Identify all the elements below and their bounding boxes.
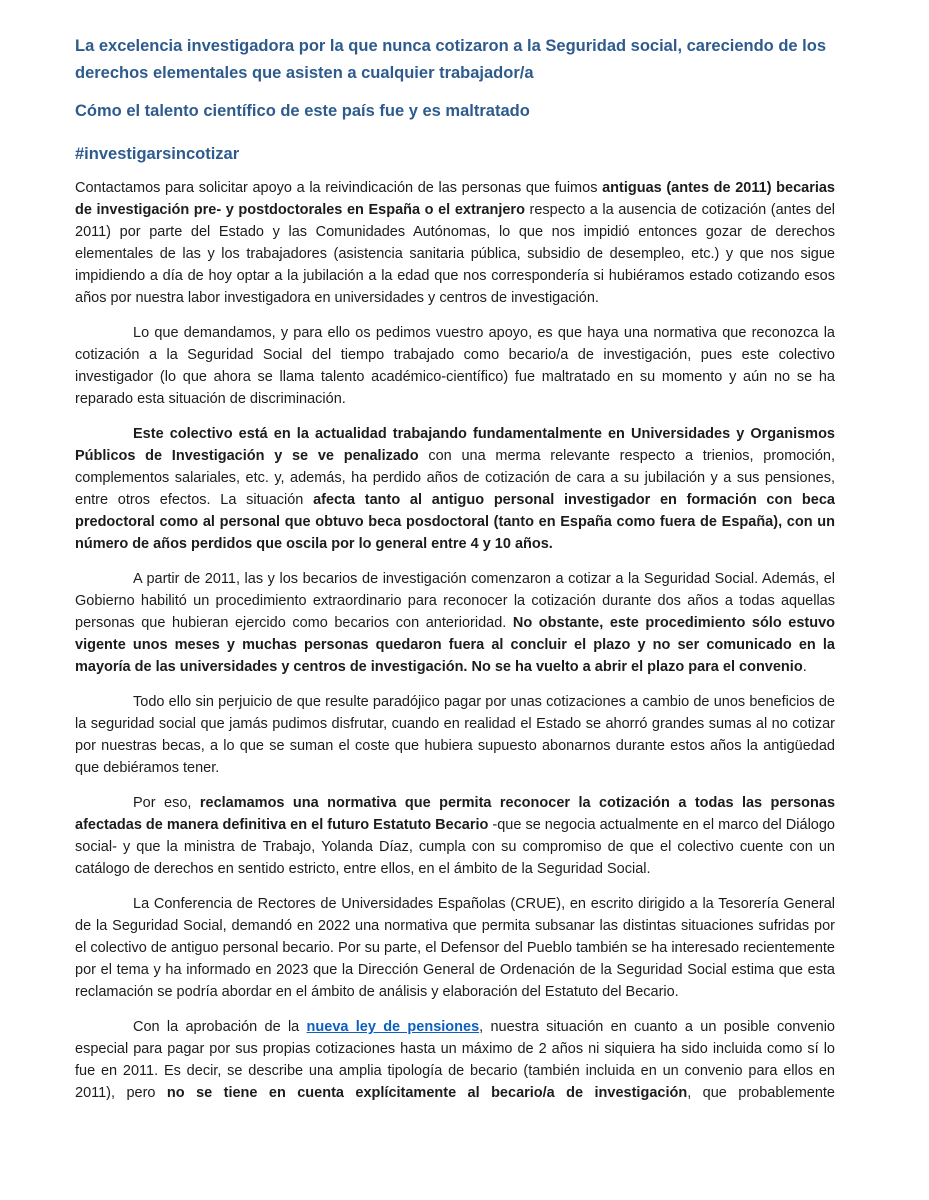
bold-text-segment: antiguas (antes de 2011) becarias de investigación pre- y postdoctorales en España o el extranjero <box>75 180 835 218</box>
paragraph-4 <box>75 568 835 678</box>
bold-text-segment: reclamamos una normativa que permita reconocer la cotización a todas las personas afectadas de manera definitiva en el futuro Estatuto Becario <box>75 795 836 833</box>
paragraph-1 <box>75 177 835 309</box>
text-segment: Todo ello sin perjuicio de que resulte paradójico pagar por unas cotizaciones a cambio de unos beneficios de la seguridad social que jamás pudimos disfrutar, cuando en realidad el Estado se ahorró grandes sumas al no cotizar por nuestras becas, a lo que se suman el coste que hubiera supuesto abonarnos durante estos años la antigüedad que debiéramos tener. <box>75 694 835 776</box>
text-segment: -que se negocia actualmente en el marco del Diálogo social- y que la ministra de Trabajo, Yolanda Díaz, cumpla con su compromiso de que el colectivo cuente con un catálogo de derechos en sentido estricto, entre ellos, en el ámbito de la Seguridad Social. <box>75 817 835 877</box>
document-body <box>75 177 835 1104</box>
paragraph-7 <box>75 893 835 1003</box>
document-title: La excelencia investigadora por la que nunca cotizaron a la Seguridad social, careciendo de los derechos elementales que asisten a cualquier trabajador/a <box>75 37 826 82</box>
text-segment: , que probablemente <box>687 1085 835 1101</box>
text-segment: , nuestra situación en cuanto a un posible convenio especial para pagar por sus propias cotizaciones hasta un máximo de 2 años ni siquiera ha sido incluida como sí lo fue en 2011. Es decir, se describe una amplia tipología de becario (también incluida en un convenio para ellos en 2011), pero <box>75 1019 835 1101</box>
text-segment: con una merma relevante respecto a trienios, promoción, complementos salariales, etc. y, además, ha perdido años de cotización de cara a su jubilación y a sus pensiones, entre otros efectos. La situación <box>75 448 835 508</box>
document-subtitle: Cómo el talento científico de este país fue y es maltratado <box>75 102 530 120</box>
text-segment: Por eso, <box>133 795 200 811</box>
hashtag: #investigarsincotizar <box>75 145 240 163</box>
text-segment: Lo que demandamos, y para ello os pedimos vuestro apoyo, es que haya una normativa que reconozca la cotización a la Seguridad Social del tiempo trabajado como becario/a de investigación, pues este colectivo investigador (lo que ahora se llama talento académico-científico) fue maltratado en su momento y aún no se ha reparado esta situación de discriminación. <box>75 325 835 407</box>
pensions-law-link[interactable]: nueva ley de pensiones <box>306 1019 480 1035</box>
bold-text-segment: Este colectivo está en la actualidad trabajando fundamentalmente en Universidades y Organismos Públicos de Investigación y se ve penalizado <box>75 426 835 464</box>
bold-text-segment: afecta tanto al antiguo personal investigador en formación con beca predoctoral como al personal que obtuvo beca posdoctoral (tanto en España como fuera de España), con un número de años perdidos que oscila por lo general entre 4 y 10 años. <box>75 492 835 552</box>
paragraph-2 <box>75 322 835 410</box>
text-segment: respecto a la ausencia de cotización (antes del 2011) por parte del Estado y las Comunidades Autónomas, lo que nos impidió entonces gozar de derechos elementales de las y los trabajadores (asistencia sanitaria pública, subsidio de desempleo, etc.) y que nos sigue impidiendo a día de hoy optar a la jubilación a la edad que nos correspondería si hubiéramos estado cotizando esos años por nuestra labor investigadora en universidades y centros de investigación. <box>75 202 835 306</box>
text-segment: Contactamos para solicitar apoyo a la reivindicación de las personas que fuimos <box>75 180 603 196</box>
text-segment: Con la aprobación de la <box>133 1019 307 1035</box>
text-segment: La Conferencia de Rectores de Universidades Españolas (CRUE), en escrito dirigido a la Tesorería General de la Seguridad Social, demandó en 2022 una normativa que permita subsanar las distintas situaciones sufridas por el colectivo de antiguo personal becario. Por su parte, el Defensor del Pueblo también se ha interesado recientemente por el tema y ha informado en 2023 que la Dirección General de Ordenación de la Seguridad Social estima que esta reclamación se podría abordar en el ámbito de análisis y elaboración del Estatuto del Becario. <box>75 896 835 1000</box>
text-segment: A partir de 2011, las y los becarios de investigación comenzaron a cotizar a la Seguridad Social. Además, el Gobierno habilitó un procedimiento extraordinario para reconocer la cotización durante dos años a todas aquellas personas que hubieran ejercido como becarios con anterioridad. <box>75 571 835 631</box>
paragraph-8 <box>75 1016 835 1104</box>
paragraph-6 <box>75 792 835 880</box>
bold-text-segment: No obstante, este procedimiento sólo estuvo vigente unos meses y muchas personas quedaron fuera al concluir el plazo y no ser comunicado en la mayoría de las universidades y centros de investigación. No se ha vuelto a abrir el plazo para el convenio <box>75 615 835 675</box>
paragraph-3 <box>75 423 835 555</box>
text-segment: . <box>802 659 807 675</box>
bold-text-segment: no se tiene en cuenta explícitamente al becario/a de investigación <box>166 1085 688 1101</box>
paragraph-5 <box>75 691 835 779</box>
